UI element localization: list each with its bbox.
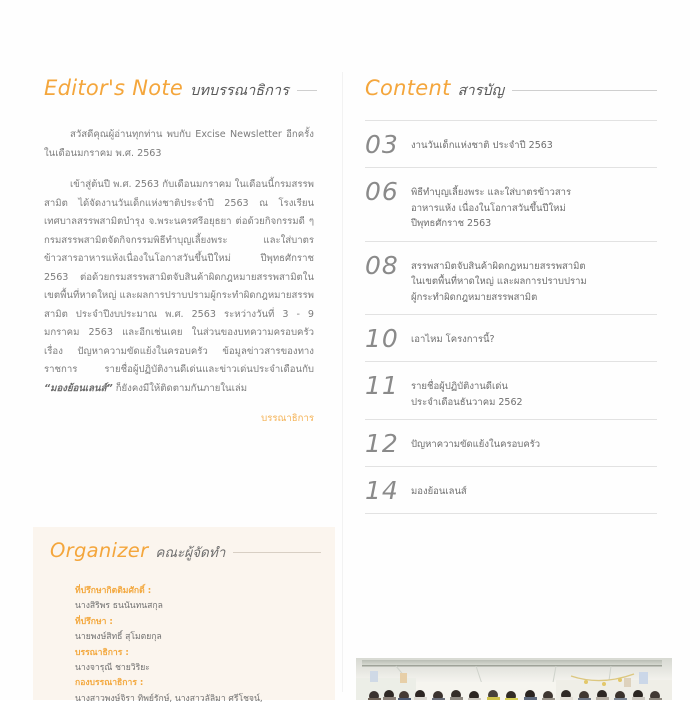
toc-title-line: เอาไหม โครงการนี้?	[411, 334, 495, 345]
organizer-name: นางจารุณี ชายวิริยะ	[75, 663, 150, 674]
organizer-name: นางสาวพงษ์จิรา ทิพย์รักษ์, นางสาวลัลิมา ศรีโชจน์,	[75, 693, 263, 704]
organizer-entry	[75, 646, 325, 677]
toc-page-number: 06	[365, 177, 399, 206]
toc-page-number: 03	[365, 130, 399, 159]
paragraph-2-part-a: เข้าสู่ต้นปี พ.ศ. 2563 กับเดือนมกราคม ในเดือนนี้กรมสรรพสามิต ได้จัดงานวันเด็กแห่งชาติประจำปี 2563 ณ โรงเรียนเทศบาลสรรพสามิตบำรุง จ.พระนครศรีอยุธยา ต่อด้วยกิจกรรมดี ๆ กรมสรรพสามิตจัดกิจกรรมพิธีทำบุญเลี้ยงพระ และใส่บาตรข้าวสารอาหารแห้งเนื่องในโอกาสวันขึ้นปีใหม่ ปีพุทธศักราช 2563 ต่อด้วยกรมสรรพสามิตจับสินค้าผิดกฎหมายสรรพสามิตในเขตพื้นที่หาดใหญ่ และผลการปราบปรามผู้กระทำผิดกฎหมายสรรพสามิต ประจำปีงบประมาณ พ.ศ. 2563 ระหว่างวันที่ 3 - 9 มกราคม 2563 และอีกเช่นเคย ในส่วนของบทความครอบครัว เรื่อง ปัญหาความขัดแย้งในครอบครัว ข้อมูลข่าวสารของทางราชการ รายชื่อผู้ปฏิบัติงานดีเด่นและข่าวเด่นประจำเดือนกับ	[44, 179, 314, 375]
paragraph-2-part-b: ก็ยังคงมีให้ติดตามกันภายในเล่ม	[112, 382, 248, 394]
toc-entry[interactable]	[365, 167, 657, 232]
organizer-role: กองบรรณาธิการ :	[75, 678, 144, 689]
organizer-list	[75, 584, 325, 707]
heading-rule	[297, 90, 317, 91]
toc-title-line: ผู้กระทำผิดกฎหมายสรรพสามิต	[411, 291, 538, 303]
toc-title-line: พิธีทำบุญเลี้ยงพระ และใส่บาตรข้าวสาร	[411, 187, 572, 198]
toc-entry[interactable]	[365, 120, 657, 158]
column-divider	[342, 72, 343, 692]
organizer-entry	[75, 615, 325, 646]
toc-entry[interactable]	[365, 241, 657, 306]
organizer-entry	[75, 584, 325, 615]
content-heading-th: สารบัญ	[457, 83, 504, 99]
toc-title	[411, 177, 657, 232]
toc-title	[411, 371, 657, 410]
toc-page-number: 08	[365, 250, 399, 280]
editor-signature: บรรณาธิการ	[261, 413, 314, 424]
toc-page-number: 11	[365, 371, 399, 400]
organizer-role: ที่ปรึกษา :	[75, 616, 113, 627]
content-heading	[365, 76, 657, 102]
toc-bottom-rule	[365, 513, 657, 514]
organizer-role: บรรณาธิการ :	[75, 647, 129, 658]
heading-rule	[233, 552, 321, 553]
toc-title-line: สรรพสามิตจับสินค้าผิดกฎหมายสรรพสามิต	[411, 260, 586, 272]
table-of-contents	[365, 120, 657, 514]
organizer-role: ที่ปรึกษากิตติมศักดิ์ :	[75, 586, 152, 596]
toc-entry[interactable]	[365, 466, 657, 504]
organizer-name: นายพงษ์สิทธิ์ สุโมตยกุล	[75, 632, 162, 643]
organizer-name: นางสิริพร ธนนันทนสกุล	[75, 601, 163, 612]
toc-title-line: รายชื่อผู้ปฏิบัติงานดีเด่น	[411, 381, 508, 392]
paragraph-2-highlight: “มองย้อนเลนส์”	[44, 382, 113, 394]
toc-entry[interactable]	[365, 419, 657, 457]
toc-title-line: มองย้อนเลนส์	[411, 486, 467, 497]
toc-title-line: ประจำเดือนธันวาคม 2562	[411, 396, 523, 408]
group-photo	[356, 658, 672, 700]
organizer-section	[33, 527, 335, 704]
toc-title	[411, 130, 657, 154]
editors-note-section	[44, 76, 314, 426]
toc-entry[interactable]	[365, 314, 657, 352]
editors-note-heading-en: Editor's Note	[44, 76, 184, 100]
toc-entry[interactable]	[365, 361, 657, 410]
editors-note-paragraph-2	[44, 176, 314, 398]
toc-title	[411, 476, 657, 500]
content-section	[365, 76, 657, 514]
group-photo-image	[356, 658, 672, 700]
organizer-heading-th: คณะผู้จัดทำ	[155, 545, 226, 561]
toc-title-line: ปีพุทธศักราช 2563	[411, 218, 492, 229]
toc-title	[411, 251, 657, 306]
toc-title-line: ปัญหาความขัดแย้งในครอบครัว	[411, 439, 541, 450]
organizer-entry	[75, 676, 325, 707]
editors-note-body	[44, 126, 314, 398]
toc-title-line: อาหารแห้ง เนื่องในโอกาสวันขึ้นปีใหม่	[411, 202, 566, 214]
toc-title-line: ในเขตพื้นที่หาดใหญ่ และผลการปราบปราม	[411, 276, 587, 287]
toc-title	[411, 429, 657, 453]
organizer-heading	[50, 539, 321, 563]
heading-rule	[512, 90, 657, 91]
toc-page-number: 12	[365, 429, 399, 458]
toc-title	[411, 324, 657, 348]
editors-note-heading	[44, 76, 314, 102]
editors-note-paragraph-1: สวัสดีคุณผู้อ่านทุกท่าน พบกับ Excise Newsletter อีกครั้งในเดือนมกราคม พ.ศ. 2563	[44, 129, 314, 159]
toc-page-number: 14	[365, 476, 399, 505]
toc-title-line: งานวันเด็กแห่งชาติ ประจำปี 2563	[411, 140, 553, 151]
toc-page-number: 10	[365, 324, 399, 353]
editors-note-heading-th: บทบรรณาธิการ	[190, 83, 289, 99]
content-heading-en: Content	[365, 76, 451, 100]
organizer-heading-en: Organizer	[50, 539, 149, 562]
